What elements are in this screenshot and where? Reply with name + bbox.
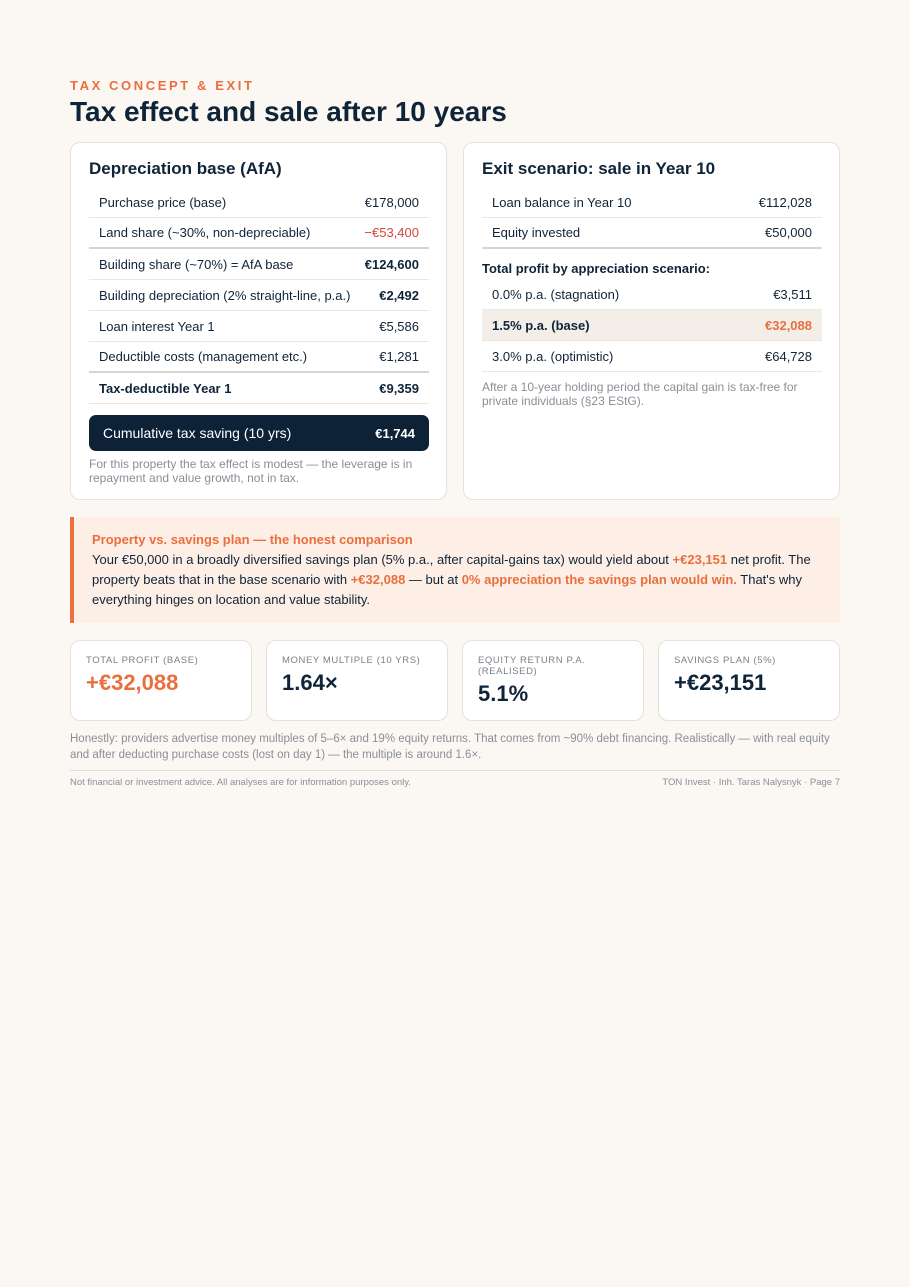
row-label: 3.0% p.a. (optimistic) xyxy=(492,348,614,364)
row-value: €9,359 xyxy=(379,380,419,396)
callout-text-part: Your €50,000 in a broadly diversified savings plan (5% p.a., after capital-gains tax) would yield about xyxy=(92,552,673,567)
scenario-table xyxy=(482,279,822,372)
callout-highlight: +€23,151 xyxy=(672,552,728,567)
page-title: Tax effect and sale after 10 years xyxy=(70,96,507,127)
row-label: 1.5% p.a. (base) xyxy=(492,317,590,333)
footer-page-info: TON Invest · Inh. Taras Nalysnyk · Page 7 xyxy=(662,777,840,788)
exit-title: Exit scenario: sale in Year 10 xyxy=(482,159,716,178)
kpi-value: +€23,151 xyxy=(674,670,767,695)
callout-text-part: — but at xyxy=(405,572,462,587)
kpi-value: 5.1% xyxy=(478,681,529,706)
table-row xyxy=(89,342,429,373)
row-value: €124,600 xyxy=(364,256,419,272)
row-label: Building share (~70%) = AfA base xyxy=(99,256,294,272)
footer xyxy=(70,777,840,788)
section-eyebrow: TAX CONCEPT & EXIT xyxy=(70,78,255,93)
table-row xyxy=(482,218,822,249)
row-value: €50,000 xyxy=(765,225,812,240)
row-value: €112,028 xyxy=(758,194,812,210)
table-row xyxy=(89,218,429,249)
row-value-negative: −€53,400 xyxy=(364,225,419,240)
cumulative-tax-saving-bar xyxy=(89,415,429,451)
row-label: Tax-deductible Year 1 xyxy=(99,380,232,396)
comparison-callout xyxy=(70,517,840,623)
kpi-equity-return xyxy=(462,640,644,721)
row-label: Loan interest Year 1 xyxy=(99,318,215,334)
row-value: €2,492 xyxy=(379,287,419,303)
row-value: €32,088 xyxy=(765,317,812,333)
exit-scenario-card xyxy=(463,142,840,500)
cumulative-value: €1,744 xyxy=(375,425,415,441)
table-row-highlight xyxy=(482,310,822,341)
row-value: €1,281 xyxy=(379,349,419,364)
depreciation-card xyxy=(70,142,447,500)
kpi-money-multiple xyxy=(266,640,448,721)
scenario-subhead: Total profit by appreciation scenario: xyxy=(482,261,711,276)
callout-text xyxy=(92,550,820,610)
kpi-value: +€32,088 xyxy=(86,670,179,695)
kpi-label: EQUITY RETURN P.A. (REALISED) xyxy=(478,655,586,677)
kpi-total-profit xyxy=(70,640,252,721)
kpi-label: MONEY MULTIPLE (10 YRS) xyxy=(282,655,421,666)
row-label: Loan balance in Year 10 xyxy=(492,194,632,210)
callout-text-part: net profit. The property beats that in the base scenario with xyxy=(92,552,811,587)
kpi-label: SAVINGS PLAN (5%) xyxy=(674,655,776,666)
row-label: 0.0% p.a. (stagnation) xyxy=(492,286,620,302)
callout-highlight: +€32,088 xyxy=(350,572,406,587)
callout-heading: Property vs. savings plan — the honest comparison xyxy=(92,532,413,547)
table-row xyxy=(89,187,429,218)
table-row-total xyxy=(89,373,429,404)
depreciation-title: Depreciation base (AfA) xyxy=(89,159,282,178)
row-label: Deductible costs (management etc.) xyxy=(99,349,308,364)
row-label: Building depreciation (2% straight-line, p.a.) xyxy=(99,287,351,303)
kpi-value: 1.64× xyxy=(282,670,338,695)
table-row xyxy=(89,280,429,311)
kpi-savings-plan xyxy=(658,640,840,721)
table-row xyxy=(482,279,822,310)
row-value: €178,000 xyxy=(364,194,419,210)
cumulative-label: Cumulative tax saving (10 yrs) xyxy=(103,425,292,441)
kpi-label: TOTAL PROFIT (BASE) xyxy=(86,655,199,666)
row-label: Land share (~30%, non-depreciable) xyxy=(99,225,311,240)
table-row xyxy=(482,187,822,218)
depreciation-table xyxy=(89,187,429,404)
footer-divider xyxy=(70,770,840,771)
callout-highlight: 0% appreciation the savings plan would win. xyxy=(461,572,737,587)
honest-note: Honestly: providers advertise money multiples of 5–6× and 19% equity returns. That comes from ~90% debt financing. Realistically — with real equity and after deducting purchase costs (lost on day 1) — the multiple is around 1.6×. xyxy=(70,733,830,761)
row-value: €64,728 xyxy=(765,348,812,364)
row-value: €5,586 xyxy=(379,318,419,334)
row-label: Equity invested xyxy=(492,225,581,240)
table-row xyxy=(89,249,429,280)
exit-note: After a 10-year holding period the capital gain is tax-free for private individuals (§23 EStG). xyxy=(482,380,798,408)
table-row xyxy=(482,341,822,372)
footer-disclaimer: Not financial or investment advice. All analyses are for information purposes only. xyxy=(70,777,411,788)
row-value: €3,511 xyxy=(773,286,812,302)
table-row xyxy=(89,311,429,342)
callout-text-part: That's why everything hinges on location and value stability. xyxy=(92,572,803,607)
exit-table xyxy=(482,187,822,249)
row-label: Purchase price (base) xyxy=(99,194,227,210)
depreciation-note: For this property the tax effect is modest — the leverage is in repayment and value growth, not in tax. xyxy=(89,457,413,485)
